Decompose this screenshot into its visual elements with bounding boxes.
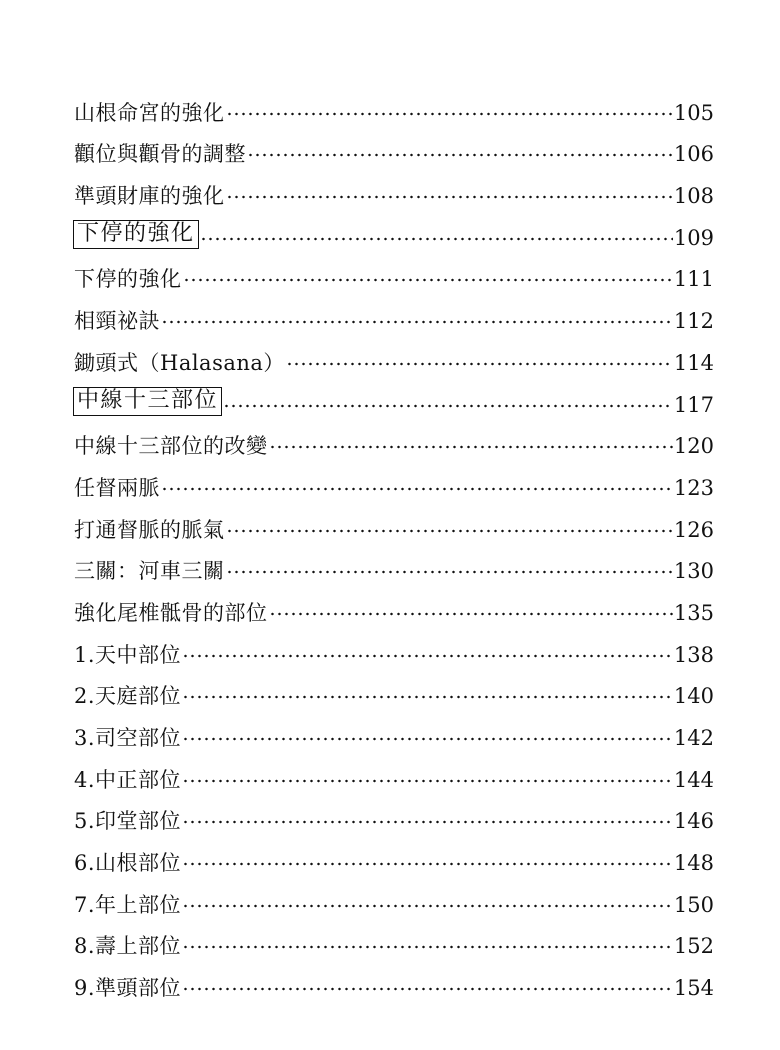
toc-entry-page: 126 (673, 517, 714, 542)
toc-entry (74, 624, 714, 666)
toc-entry (74, 416, 714, 458)
toc-entry (74, 541, 714, 583)
toc-dot-leader (182, 690, 673, 704)
toc-entry-title: 任督兩脈 (74, 475, 160, 500)
toc-dot-leader (183, 273, 673, 287)
toc-dot-leader (226, 565, 673, 579)
toc-entry-page: 135 (673, 600, 714, 625)
toc-dot-leader (161, 482, 673, 496)
toc-entry-page: 154 (673, 976, 714, 1001)
toc-entry-title: 山根命宮的強化 (74, 100, 225, 125)
toc-entry-title: 準頭財庫的強化 (74, 184, 225, 209)
table-of-contents (74, 82, 714, 999)
toc-entry (74, 457, 714, 499)
toc-entry-page: 152 (673, 934, 714, 959)
toc-entry (74, 957, 714, 999)
toc-entry-title: 6.山根部位 (74, 851, 182, 876)
toc-entry-title: 5.印堂部位 (74, 809, 182, 834)
toc-entry (74, 874, 714, 916)
toc-entry-title: 下停的強化 (74, 267, 182, 292)
toc-entry-page: 111 (673, 267, 714, 292)
toc-entry-page: 138 (673, 642, 714, 667)
toc-dot-leader (247, 148, 673, 162)
toc-dot-leader (269, 440, 673, 454)
toc-entry (74, 499, 714, 541)
toc-entry (74, 82, 714, 124)
toc-entry (74, 832, 714, 874)
toc-section-heading (74, 374, 714, 416)
toc-dot-leader (182, 815, 673, 829)
toc-entry-title: 中線十三部位的改變 (74, 434, 268, 459)
toc-dot-leader (226, 524, 673, 538)
toc-dot-leader (161, 315, 673, 329)
toc-entry (74, 582, 714, 624)
toc-entry-page: 120 (673, 434, 714, 459)
toc-entry-title: 三關：河車三關 (74, 559, 225, 584)
toc-entry (74, 749, 714, 791)
toc-section-title-boxed: 中線十三部位 (73, 387, 222, 416)
toc-entry-page: 109 (673, 225, 714, 250)
toc-entry-page: 144 (673, 767, 714, 792)
toc-entry-page: 148 (673, 851, 714, 876)
toc-entry-page: 108 (673, 184, 714, 209)
toc-dot-leader (182, 982, 673, 996)
toc-entry-page: 123 (673, 475, 714, 500)
toc-entry-title: 1.天中部位 (74, 642, 182, 667)
toc-entry-title: 7.年上部位 (74, 892, 182, 917)
toc-entry-page: 106 (673, 142, 714, 167)
toc-entry-page: 114 (673, 350, 714, 375)
toc-dot-leader (182, 899, 673, 913)
toc-entry-title: 2.天庭部位 (74, 684, 182, 709)
toc-dot-leader (269, 607, 673, 621)
toc-entry-page: 105 (673, 100, 714, 125)
toc-entry-title: 相頸祕訣 (74, 309, 160, 334)
toc-dot-leader (182, 649, 673, 663)
toc-entry (74, 916, 714, 958)
toc-dot-leader (286, 357, 673, 371)
toc-entry-title: 鋤頭式（Halasana） (74, 350, 285, 375)
toc-entry-page: 117 (673, 392, 714, 417)
toc-entry-page: 146 (673, 809, 714, 834)
toc-entry-page: 112 (673, 309, 714, 334)
toc-entry-title: 8.壽上部位 (74, 934, 182, 959)
toc-dot-leader (182, 857, 673, 871)
toc-entry-title: 強化尾椎骶骨的部位 (74, 600, 268, 625)
toc-entry-page: 130 (673, 559, 714, 584)
toc-entry (74, 791, 714, 833)
toc-dot-leader (182, 732, 673, 746)
toc-dot-leader (182, 940, 673, 954)
toc-entry (74, 249, 714, 291)
toc-entry (74, 707, 714, 749)
toc-entry-title: 顴位與顴骨的調整 (74, 142, 246, 167)
toc-entry-page: 150 (673, 892, 714, 917)
toc-dot-leader (226, 107, 673, 121)
toc-dot-leader (182, 774, 673, 788)
toc-entry-page: 142 (673, 726, 714, 750)
toc-entry-title: 4.中正部位 (74, 767, 182, 792)
toc-entry-title: 打通督脈的脈氣 (74, 517, 225, 542)
toc-entry (74, 124, 714, 166)
toc-entry-page: 140 (673, 684, 714, 709)
toc-entry (74, 666, 714, 708)
toc-dot-leader (223, 399, 673, 413)
toc-dot-leader (200, 232, 673, 246)
toc-dot-leader (226, 190, 673, 204)
toc-entry (74, 332, 714, 374)
toc-entry-title: 3.司空部位 (74, 726, 182, 750)
toc-entry (74, 165, 714, 207)
toc-entry-title: 9.準頭部位 (74, 976, 182, 1001)
toc-section-heading (74, 207, 714, 249)
toc-entry (74, 290, 714, 332)
toc-section-title-boxed: 下停的強化 (73, 220, 199, 249)
